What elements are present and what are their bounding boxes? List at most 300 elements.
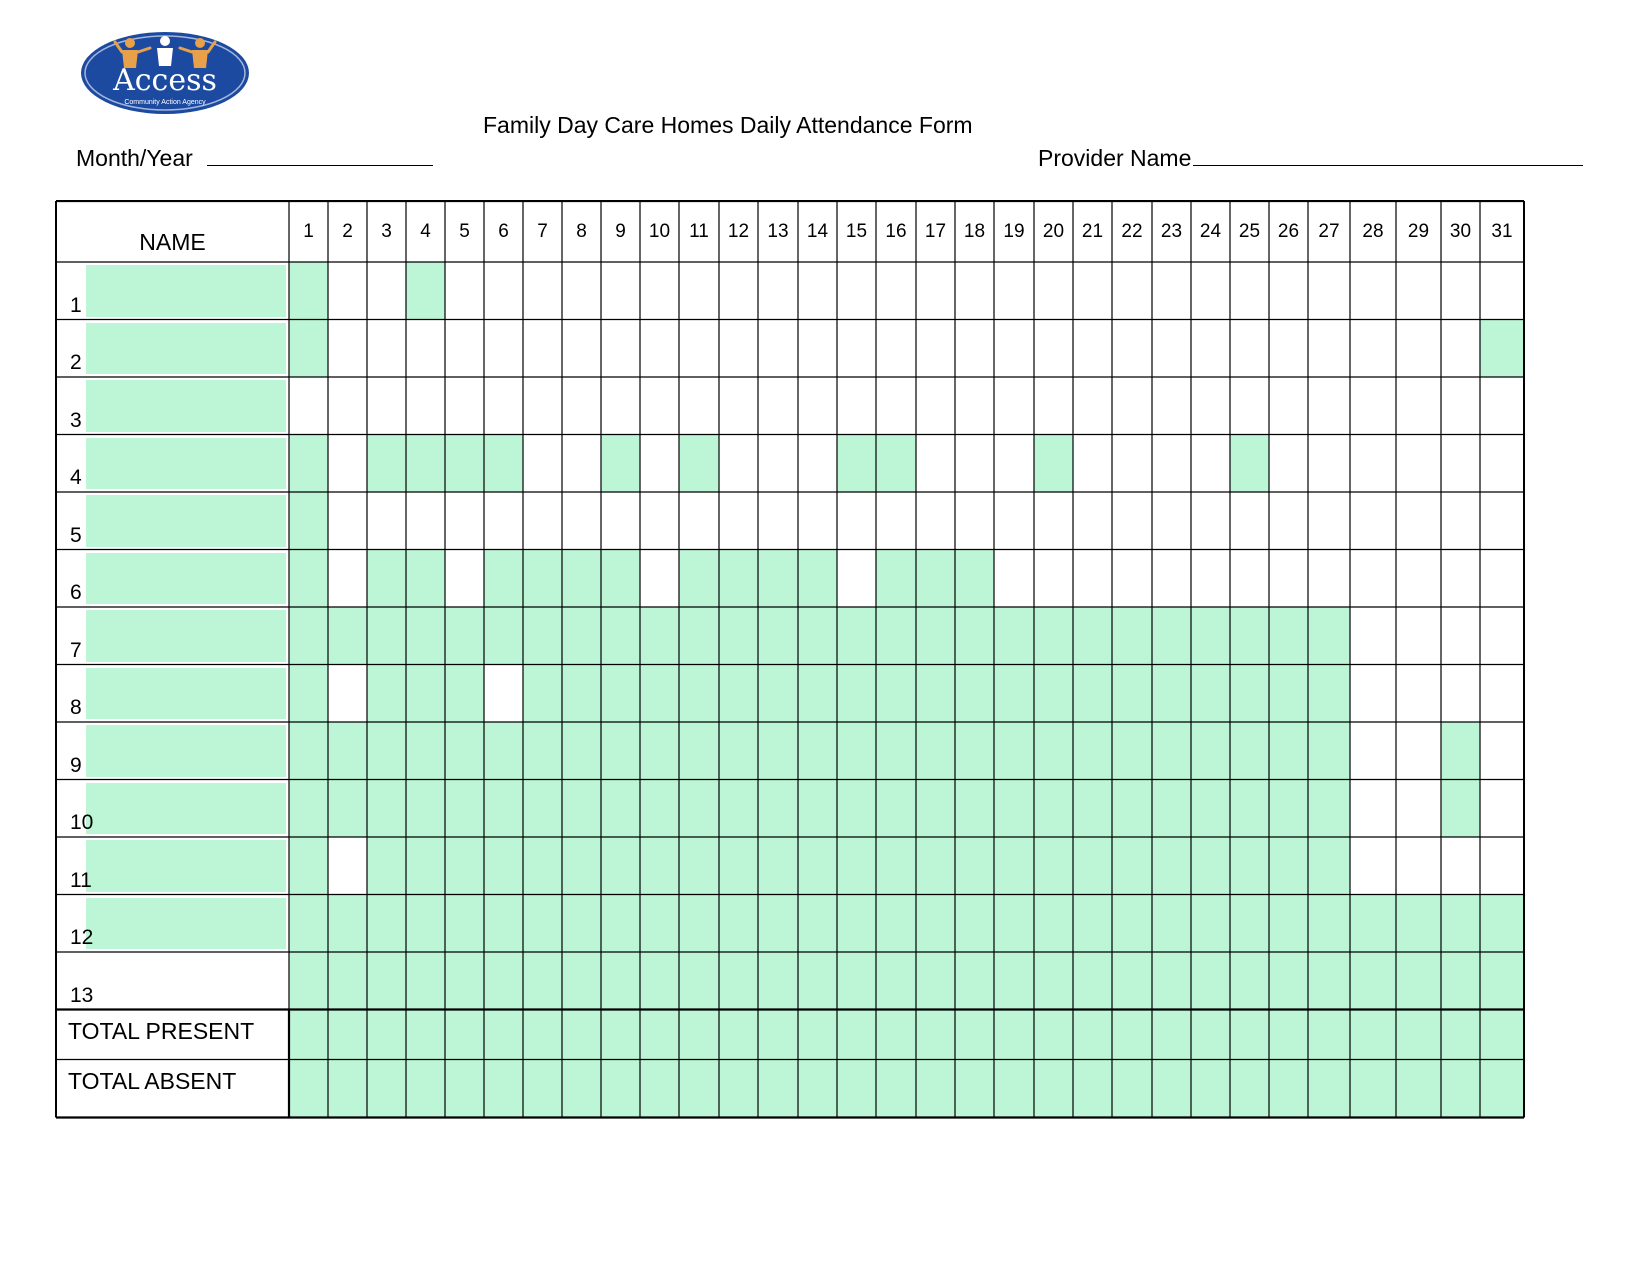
child-name-cell-11[interactable] (56, 837, 289, 895)
attendance-cell[interactable] (601, 952, 640, 1010)
attendance-cell[interactable] (955, 492, 994, 550)
total-present-cell[interactable] (916, 1010, 955, 1060)
attendance-cell[interactable] (955, 262, 994, 320)
attendance-cell[interactable] (1308, 722, 1350, 780)
attendance-cell[interactable] (955, 952, 994, 1010)
total-present-cell[interactable] (1350, 1010, 1396, 1060)
total-absent-cell[interactable] (1480, 1060, 1524, 1118)
attendance-cell[interactable] (1350, 550, 1396, 608)
attendance-cell[interactable] (1480, 722, 1524, 780)
attendance-cell[interactable] (1152, 262, 1191, 320)
attendance-cell[interactable] (679, 262, 719, 320)
attendance-cell[interactable] (328, 262, 367, 320)
attendance-cell[interactable] (562, 607, 601, 665)
attendance-cell[interactable] (562, 665, 601, 723)
attendance-cell[interactable] (719, 722, 758, 780)
attendance-cell[interactable] (445, 895, 484, 953)
attendance-cell[interactable] (1396, 780, 1441, 838)
attendance-cell[interactable] (876, 952, 916, 1010)
attendance-cell[interactable] (445, 952, 484, 1010)
attendance-cell[interactable] (1441, 837, 1480, 895)
attendance-cell[interactable] (1269, 435, 1308, 493)
attendance-cell[interactable] (1073, 665, 1112, 723)
attendance-cell[interactable] (328, 492, 367, 550)
attendance-cell[interactable] (798, 262, 837, 320)
child-name-cell-4[interactable] (56, 435, 289, 493)
attendance-cell[interactable] (1308, 665, 1350, 723)
attendance-cell[interactable] (837, 722, 876, 780)
attendance-cell[interactable] (1230, 722, 1269, 780)
attendance-cell[interactable] (679, 722, 719, 780)
attendance-cell[interactable] (406, 607, 445, 665)
attendance-cell[interactable] (1441, 895, 1480, 953)
total-present-cell[interactable] (1441, 1010, 1480, 1060)
attendance-cell[interactable] (601, 435, 640, 493)
attendance-cell[interactable] (719, 837, 758, 895)
attendance-cell[interactable] (601, 895, 640, 953)
attendance-cell[interactable] (876, 435, 916, 493)
attendance-cell[interactable] (994, 607, 1034, 665)
total-present-cell[interactable] (367, 1010, 406, 1060)
attendance-cell[interactable] (640, 780, 679, 838)
attendance-cell[interactable] (837, 780, 876, 838)
attendance-cell[interactable] (1480, 665, 1524, 723)
attendance-cell[interactable] (523, 837, 562, 895)
attendance-cell[interactable] (562, 722, 601, 780)
attendance-cell[interactable] (1191, 377, 1230, 435)
attendance-cell[interactable] (719, 492, 758, 550)
total-absent-cell[interactable] (916, 1060, 955, 1118)
attendance-cell[interactable] (1191, 262, 1230, 320)
child-name-cell-9[interactable] (56, 722, 289, 780)
attendance-cell[interactable] (1034, 492, 1073, 550)
attendance-cell[interactable] (994, 377, 1034, 435)
total-absent-cell[interactable] (523, 1060, 562, 1118)
child-name-cell-5[interactable] (56, 492, 289, 550)
attendance-cell[interactable] (719, 550, 758, 608)
total-absent-cell[interactable] (1441, 1060, 1480, 1118)
attendance-cell[interactable] (1230, 492, 1269, 550)
attendance-cell[interactable] (1073, 607, 1112, 665)
attendance-cell[interactable] (955, 377, 994, 435)
total-present-cell[interactable] (1191, 1010, 1230, 1060)
attendance-cell[interactable] (1350, 665, 1396, 723)
attendance-cell[interactable] (1230, 435, 1269, 493)
attendance-cell[interactable] (523, 722, 562, 780)
attendance-cell[interactable] (719, 262, 758, 320)
attendance-cell[interactable] (484, 607, 523, 665)
attendance-cell[interactable] (837, 435, 876, 493)
attendance-cell[interactable] (1308, 550, 1350, 608)
attendance-cell[interactable] (916, 607, 955, 665)
attendance-cell[interactable] (876, 722, 916, 780)
attendance-cell[interactable] (1112, 665, 1152, 723)
attendance-cell[interactable] (1350, 435, 1396, 493)
attendance-cell[interactable] (601, 837, 640, 895)
attendance-cell[interactable] (1112, 780, 1152, 838)
attendance-cell[interactable] (1034, 377, 1073, 435)
attendance-cell[interactable] (562, 780, 601, 838)
attendance-cell[interactable] (1269, 377, 1308, 435)
attendance-cell[interactable] (1480, 550, 1524, 608)
total-present-cell[interactable] (994, 1010, 1034, 1060)
attendance-cell[interactable] (523, 895, 562, 953)
total-present-cell[interactable] (1112, 1010, 1152, 1060)
attendance-cell[interactable] (367, 780, 406, 838)
attendance-cell[interactable] (1441, 607, 1480, 665)
attendance-cell[interactable] (445, 550, 484, 608)
attendance-cell[interactable] (406, 780, 445, 838)
attendance-cell[interactable] (406, 837, 445, 895)
attendance-cell[interactable] (1350, 952, 1396, 1010)
attendance-cell[interactable] (679, 837, 719, 895)
attendance-cell[interactable] (837, 377, 876, 435)
attendance-cell[interactable] (562, 377, 601, 435)
total-present-cell[interactable] (955, 1010, 994, 1060)
attendance-cell[interactable] (1350, 262, 1396, 320)
child-name-cell-6[interactable] (56, 550, 289, 608)
attendance-cell[interactable] (955, 780, 994, 838)
total-present-cell[interactable] (328, 1010, 367, 1060)
attendance-cell[interactable] (1480, 262, 1524, 320)
total-absent-cell[interactable] (955, 1060, 994, 1118)
total-absent-cell[interactable] (1191, 1060, 1230, 1118)
attendance-cell[interactable] (916, 780, 955, 838)
attendance-cell[interactable] (758, 780, 798, 838)
attendance-cell[interactable] (1350, 492, 1396, 550)
attendance-cell[interactable] (601, 377, 640, 435)
attendance-cell[interactable] (1191, 722, 1230, 780)
attendance-cell[interactable] (679, 607, 719, 665)
attendance-cell[interactable] (289, 722, 328, 780)
attendance-cell[interactable] (1350, 320, 1396, 378)
total-present-cell[interactable] (1152, 1010, 1191, 1060)
attendance-cell[interactable] (523, 320, 562, 378)
attendance-cell[interactable] (1396, 550, 1441, 608)
attendance-cell[interactable] (916, 837, 955, 895)
attendance-cell[interactable] (328, 722, 367, 780)
attendance-cell[interactable] (523, 952, 562, 1010)
attendance-cell[interactable] (328, 837, 367, 895)
attendance-cell[interactable] (1073, 780, 1112, 838)
attendance-cell[interactable] (562, 837, 601, 895)
attendance-cell[interactable] (1034, 550, 1073, 608)
attendance-cell[interactable] (484, 377, 523, 435)
total-absent-cell[interactable] (798, 1060, 837, 1118)
attendance-cell[interactable] (1269, 780, 1308, 838)
attendance-cell[interactable] (1191, 665, 1230, 723)
attendance-cell[interactable] (328, 550, 367, 608)
attendance-cell[interactable] (1480, 895, 1524, 953)
attendance-cell[interactable] (1230, 665, 1269, 723)
attendance-cell[interactable] (640, 665, 679, 723)
total-absent-cell[interactable] (1112, 1060, 1152, 1118)
attendance-cell[interactable] (1152, 895, 1191, 953)
attendance-cell[interactable] (445, 722, 484, 780)
attendance-cell[interactable] (916, 435, 955, 493)
attendance-cell[interactable] (1112, 377, 1152, 435)
total-present-cell[interactable] (1230, 1010, 1269, 1060)
attendance-cell[interactable] (994, 435, 1034, 493)
total-absent-cell[interactable] (1230, 1060, 1269, 1118)
attendance-cell[interactable] (1441, 492, 1480, 550)
total-absent-cell[interactable] (837, 1060, 876, 1118)
attendance-cell[interactable] (1350, 607, 1396, 665)
total-present-cell[interactable] (523, 1010, 562, 1060)
attendance-cell[interactable] (1308, 837, 1350, 895)
attendance-cell[interactable] (523, 435, 562, 493)
attendance-cell[interactable] (1152, 722, 1191, 780)
attendance-cell[interactable] (758, 837, 798, 895)
attendance-cell[interactable] (719, 665, 758, 723)
attendance-cell[interactable] (679, 895, 719, 953)
attendance-cell[interactable] (1480, 607, 1524, 665)
attendance-cell[interactable] (1034, 320, 1073, 378)
attendance-cell[interactable] (1112, 550, 1152, 608)
attendance-cell[interactable] (367, 722, 406, 780)
attendance-cell[interactable] (1073, 262, 1112, 320)
attendance-cell[interactable] (719, 435, 758, 493)
attendance-cell[interactable] (1112, 607, 1152, 665)
attendance-cell[interactable] (1230, 320, 1269, 378)
attendance-cell[interactable] (1230, 607, 1269, 665)
attendance-cell[interactable] (601, 665, 640, 723)
attendance-cell[interactable] (1073, 837, 1112, 895)
attendance-cell[interactable] (1034, 722, 1073, 780)
attendance-cell[interactable] (1152, 952, 1191, 1010)
attendance-cell[interactable] (1152, 320, 1191, 378)
attendance-cell[interactable] (1034, 665, 1073, 723)
attendance-cell[interactable] (1073, 952, 1112, 1010)
attendance-cell[interactable] (328, 780, 367, 838)
attendance-cell[interactable] (1112, 952, 1152, 1010)
attendance-cell[interactable] (523, 262, 562, 320)
total-present-cell[interactable] (484, 1010, 523, 1060)
attendance-cell[interactable] (1480, 320, 1524, 378)
total-present-cell[interactable] (758, 1010, 798, 1060)
attendance-cell[interactable] (406, 435, 445, 493)
attendance-cell[interactable] (1191, 837, 1230, 895)
attendance-cell[interactable] (1269, 895, 1308, 953)
attendance-cell[interactable] (837, 320, 876, 378)
attendance-cell[interactable] (798, 665, 837, 723)
attendance-cell[interactable] (876, 377, 916, 435)
child-name-cell-1[interactable] (56, 262, 289, 320)
attendance-cell[interactable] (1073, 895, 1112, 953)
child-name-cell-3[interactable] (56, 377, 289, 435)
attendance-cell[interactable] (1396, 377, 1441, 435)
attendance-cell[interactable] (562, 895, 601, 953)
attendance-cell[interactable] (484, 262, 523, 320)
attendance-cell[interactable] (798, 550, 837, 608)
attendance-cell[interactable] (1441, 377, 1480, 435)
attendance-cell[interactable] (955, 320, 994, 378)
attendance-cell[interactable] (484, 895, 523, 953)
attendance-cell[interactable] (1308, 492, 1350, 550)
child-name-cell-7[interactable] (56, 607, 289, 665)
attendance-cell[interactable] (679, 780, 719, 838)
attendance-cell[interactable] (798, 377, 837, 435)
attendance-cell[interactable] (916, 550, 955, 608)
attendance-cell[interactable] (1269, 550, 1308, 608)
attendance-cell[interactable] (484, 837, 523, 895)
attendance-cell[interactable] (562, 952, 601, 1010)
attendance-cell[interactable] (1396, 607, 1441, 665)
attendance-cell[interactable] (601, 550, 640, 608)
total-present-cell[interactable] (837, 1010, 876, 1060)
attendance-cell[interactable] (876, 320, 916, 378)
attendance-cell[interactable] (1269, 837, 1308, 895)
attendance-cell[interactable] (1396, 320, 1441, 378)
total-absent-cell[interactable] (1269, 1060, 1308, 1118)
attendance-cell[interactable] (601, 780, 640, 838)
attendance-cell[interactable] (994, 952, 1034, 1010)
attendance-cell[interactable] (916, 492, 955, 550)
attendance-cell[interactable] (562, 262, 601, 320)
attendance-cell[interactable] (1441, 550, 1480, 608)
attendance-cell[interactable] (328, 377, 367, 435)
attendance-cell[interactable] (640, 377, 679, 435)
attendance-cell[interactable] (1308, 320, 1350, 378)
attendance-cell[interactable] (523, 550, 562, 608)
attendance-cell[interactable] (837, 665, 876, 723)
attendance-cell[interactable] (955, 722, 994, 780)
attendance-cell[interactable] (1152, 780, 1191, 838)
attendance-cell[interactable] (1112, 837, 1152, 895)
total-absent-cell[interactable] (1396, 1060, 1441, 1118)
attendance-cell[interactable] (1073, 435, 1112, 493)
attendance-cell[interactable] (916, 320, 955, 378)
attendance-cell[interactable] (484, 550, 523, 608)
attendance-cell[interactable] (798, 492, 837, 550)
attendance-cell[interactable] (994, 492, 1034, 550)
attendance-cell[interactable] (876, 607, 916, 665)
attendance-cell[interactable] (758, 320, 798, 378)
attendance-cell[interactable] (1073, 550, 1112, 608)
attendance-cell[interactable] (484, 952, 523, 1010)
attendance-cell[interactable] (289, 952, 328, 1010)
attendance-cell[interactable] (876, 895, 916, 953)
attendance-cell[interactable] (1191, 952, 1230, 1010)
month-year-blank[interactable] (207, 143, 433, 166)
attendance-cell[interactable] (1073, 320, 1112, 378)
attendance-cell[interactable] (679, 377, 719, 435)
attendance-cell[interactable] (523, 607, 562, 665)
attendance-cell[interactable] (1480, 780, 1524, 838)
attendance-cell[interactable] (1191, 492, 1230, 550)
attendance-cell[interactable] (679, 952, 719, 1010)
attendance-cell[interactable] (1191, 780, 1230, 838)
attendance-cell[interactable] (916, 665, 955, 723)
attendance-cell[interactable] (1152, 492, 1191, 550)
attendance-cell[interactable] (562, 320, 601, 378)
attendance-cell[interactable] (1191, 435, 1230, 493)
attendance-cell[interactable] (1152, 550, 1191, 608)
attendance-cell[interactable] (679, 492, 719, 550)
attendance-cell[interactable] (955, 435, 994, 493)
total-absent-cell[interactable] (1073, 1060, 1112, 1118)
attendance-cell[interactable] (876, 550, 916, 608)
attendance-cell[interactable] (484, 722, 523, 780)
attendance-cell[interactable] (758, 952, 798, 1010)
attendance-cell[interactable] (916, 952, 955, 1010)
attendance-cell[interactable] (1350, 895, 1396, 953)
attendance-cell[interactable] (289, 837, 328, 895)
attendance-cell[interactable] (955, 665, 994, 723)
total-present-cell[interactable] (445, 1010, 484, 1060)
total-absent-cell[interactable] (445, 1060, 484, 1118)
attendance-cell[interactable] (1350, 722, 1396, 780)
attendance-cell[interactable] (289, 435, 328, 493)
attendance-cell[interactable] (1230, 780, 1269, 838)
attendance-cell[interactable] (1441, 952, 1480, 1010)
attendance-cell[interactable] (523, 780, 562, 838)
attendance-cell[interactable] (798, 435, 837, 493)
attendance-cell[interactable] (367, 607, 406, 665)
attendance-cell[interactable] (1034, 607, 1073, 665)
attendance-cell[interactable] (876, 837, 916, 895)
attendance-cell[interactable] (1441, 320, 1480, 378)
attendance-cell[interactable] (445, 377, 484, 435)
attendance-cell[interactable] (367, 320, 406, 378)
total-absent-cell[interactable] (1308, 1060, 1350, 1118)
attendance-cell[interactable] (1230, 952, 1269, 1010)
total-present-cell[interactable] (1034, 1010, 1073, 1060)
attendance-cell[interactable] (994, 722, 1034, 780)
attendance-cell[interactable] (1230, 837, 1269, 895)
attendance-cell[interactable] (367, 262, 406, 320)
attendance-cell[interactable] (1350, 377, 1396, 435)
attendance-cell[interactable] (328, 895, 367, 953)
attendance-cell[interactable] (837, 837, 876, 895)
child-name-cell-12[interactable] (56, 895, 289, 953)
attendance-cell[interactable] (1308, 262, 1350, 320)
attendance-cell[interactable] (1152, 607, 1191, 665)
attendance-cell[interactable] (445, 665, 484, 723)
attendance-cell[interactable] (289, 492, 328, 550)
attendance-cell[interactable] (1441, 435, 1480, 493)
attendance-cell[interactable] (445, 262, 484, 320)
total-absent-cell[interactable] (289, 1060, 328, 1118)
attendance-cell[interactable] (1308, 435, 1350, 493)
attendance-cell[interactable] (445, 320, 484, 378)
attendance-cell[interactable] (601, 607, 640, 665)
attendance-cell[interactable] (1191, 607, 1230, 665)
total-present-cell[interactable] (798, 1010, 837, 1060)
attendance-cell[interactable] (640, 952, 679, 1010)
attendance-cell[interactable] (1396, 952, 1441, 1010)
total-absent-cell[interactable] (367, 1060, 406, 1118)
attendance-cell[interactable] (798, 837, 837, 895)
attendance-cell[interactable] (367, 665, 406, 723)
attendance-cell[interactable] (719, 320, 758, 378)
attendance-cell[interactable] (406, 665, 445, 723)
attendance-cell[interactable] (289, 550, 328, 608)
attendance-cell[interactable] (719, 780, 758, 838)
attendance-cell[interactable] (640, 435, 679, 493)
attendance-cell[interactable] (1152, 665, 1191, 723)
attendance-cell[interactable] (1396, 665, 1441, 723)
attendance-cell[interactable] (523, 492, 562, 550)
attendance-cell[interactable] (289, 607, 328, 665)
total-absent-cell[interactable] (406, 1060, 445, 1118)
attendance-cell[interactable] (1396, 895, 1441, 953)
attendance-cell[interactable] (328, 607, 367, 665)
total-absent-cell[interactable] (601, 1060, 640, 1118)
attendance-cell[interactable] (1269, 492, 1308, 550)
attendance-cell[interactable] (994, 895, 1034, 953)
attendance-cell[interactable] (1034, 780, 1073, 838)
